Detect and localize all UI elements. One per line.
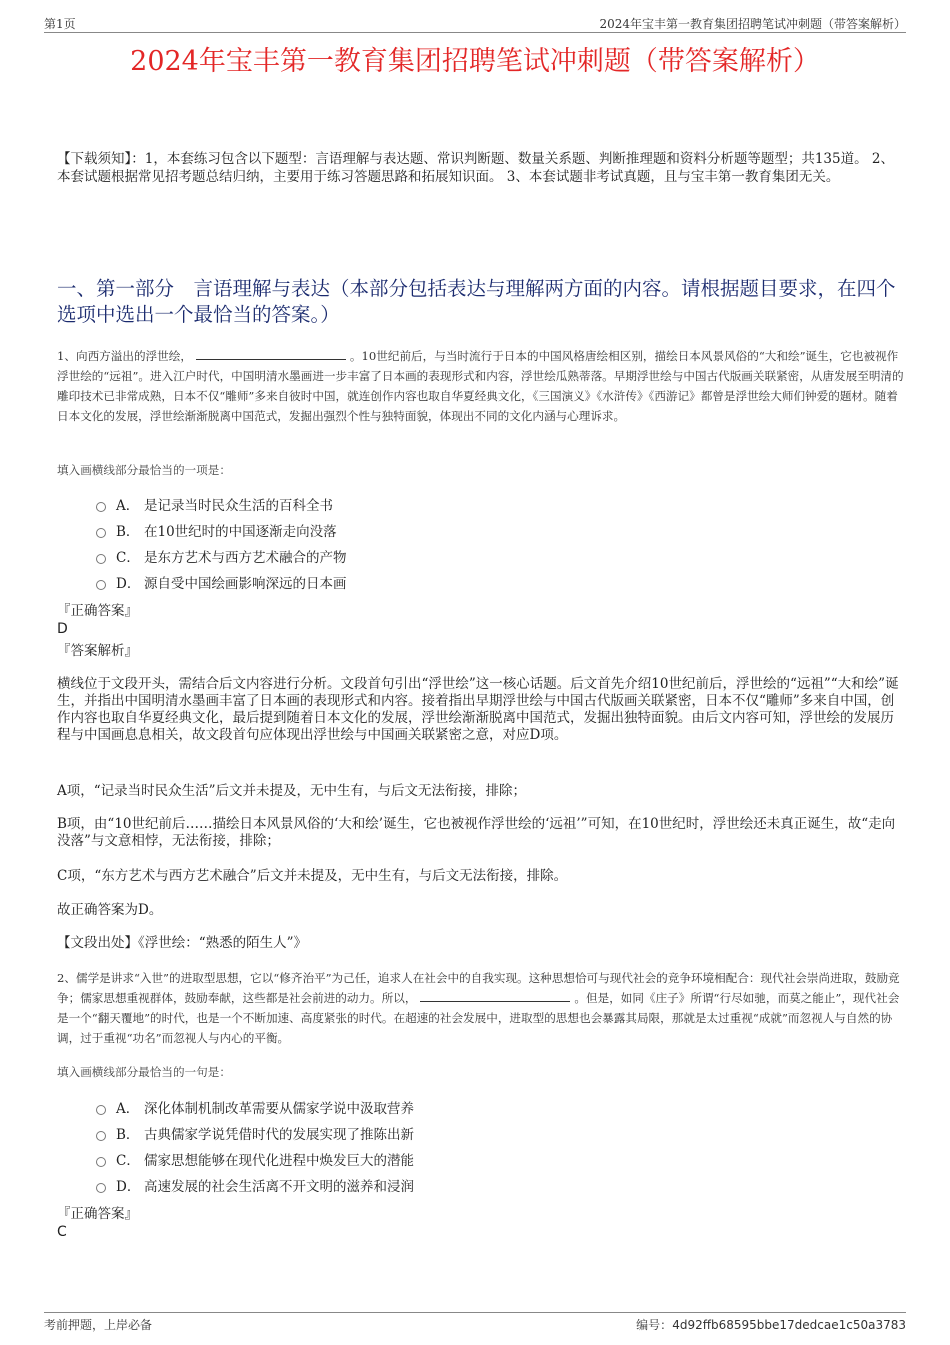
option-letter: D． [116, 576, 141, 592]
question-1-text [57, 346, 904, 426]
header-page-number: 第1页 [44, 17, 76, 31]
question-2-text [57, 968, 904, 1048]
correct-answer-label: 『正确答案』 [57, 1206, 138, 1222]
section-heading: 一、第一部分 言语理解与表达（本部分包括表达与理解两方面的内容。请根据题目要求，在四个选项中选出一个最恰当的答案。） [57, 277, 896, 326]
analysis-option-c: C项，“东方艺术与西方艺术融合”后文并未提及，无中生有，与后文无法衔接，排除。 [57, 868, 568, 884]
question-1-prompt: 填入画横线部分最恰当的一项是： [57, 463, 231, 477]
option-a[interactable] [96, 493, 904, 519]
correct-answer: D [57, 621, 68, 637]
question-2-body: 。但是，如同《庄子》所谓“行尽如驰，而莫之能止”，现代社会是一个“翻天覆地”的时代，也是一个不断加速、高度紧张的时代。在超速的社会发展中，进取型的思想也会暴露其局限，那就是太过重视“成就”而忽视人与自然的协调，过于重视“功名”而忽视人与内心的平衡。 [57, 991, 900, 1045]
option-c[interactable] [96, 545, 904, 571]
option-letter: A． [116, 1101, 140, 1117]
option-text: 儒家思想能够在现代化进程中焕发巨大的潜能 [144, 1153, 414, 1169]
option-text: 是东方艺术与西方艺术融合的产物 [144, 550, 347, 566]
answer-blank [420, 989, 570, 1002]
answer-blank [196, 347, 346, 360]
radio-button[interactable] [96, 580, 106, 590]
option-text: 源自受中国绘画影响深远的日本画 [144, 576, 347, 592]
option-letter: C． [116, 550, 140, 566]
header-doc-title: 2024年宝丰第一教育集团招聘笔试冲刺题（带答案解析） [599, 17, 906, 31]
question-2-lead: 2、儒学是讲求“入世”的进取型思想，它以“修齐治平”为己任，追求人在社会中的自我实现。这种思想恰可与现代社会的竞争环境相配合：现代社会崇尚进取，鼓励竞争；儒家思想重视群体，鼓励奉献，这些都是社会前进的动力。所以， [57, 971, 900, 1005]
option-text: 是记录当时民众生活的百科全书 [144, 498, 333, 514]
option-b[interactable] [96, 519, 904, 545]
analysis-conclusion: 故正确答案为D。 [57, 902, 163, 918]
option-letter: A． [116, 498, 140, 514]
page-header [44, 14, 906, 33]
radio-button[interactable] [96, 1183, 106, 1193]
option-d[interactable] [96, 1174, 904, 1200]
option-text: 高速发展的社会生活离不开文明的滋养和浸润 [144, 1179, 414, 1195]
download-notice: 【下载须知】：1，本套练习包含以下题型：言语理解与表达题、常识判断题、数量关系题、判断推理题和资料分析题等题型；共135道。 2、本套试题根据常见招考题总结归纳，主要用于练习答题思路和拓展知识面。 3、本套试题非考试真题，且与宝丰第一教育集团无关。 [57, 151, 894, 185]
correct-answer-label: 『正确答案』 [57, 603, 138, 619]
option-a[interactable] [96, 1096, 904, 1122]
option-letter: C． [116, 1153, 140, 1169]
option-text: 古典儒家学说凭借时代的发展实现了推陈出新 [144, 1127, 414, 1143]
option-d[interactable] [96, 571, 904, 597]
radio-button[interactable] [96, 528, 106, 538]
option-letter: B． [116, 1127, 140, 1143]
analysis-paragraph: 横线位于文段开头，需结合后文内容进行分析。文段首句引出“浮世绘”这一核心话题。后文首先介绍10世纪前后，浮世绘的“远祖”“大和绘”诞生，并指出中国明清水墨画丰富了日本画的表现形式和内容。接着指出早期浮世绘与中国古代版画关联紧密，日本不仅“雕师”多来自中国，创作内容也取自华夏经典文化，最后提到随着日本文化的发展，浮世绘渐渐脱离中国范式，发掘出独特面貌。由后文内容可知，浮世绘的发展历程与中国画息息相关，故文段首句应体现出浮世绘与中国画关联紧密之意，对应D项。 [57, 676, 899, 743]
question-2-prompt: 填入画横线部分最恰当的一句是： [57, 1065, 231, 1079]
page-footer [44, 1312, 906, 1331]
source-citation: 【文段出处】《浮世绘：“熟悉的陌生人”》 [57, 935, 308, 951]
question-1-lead: 1、向西方溢出的浮世绘， [57, 349, 192, 363]
question-1-body: 。10世纪前后，与当时流行于日本的中国风格唐绘相区别，描绘日本风景风俗的“大和绘”诞生，它也被视作浮世绘的“远祖”。进入江户时代，中国明清水墨画进一步丰富了日本画的表现形式和内容，浮世绘瓜熟蒂落。早期浮世绘与中国古代版画关联紧密，从唐发展至明清的雕印技术已非常成熟，日本不仅“雕师”多来自彼时中国，就连创作内容也取自华夏经典文化，《三国演义》《水浒传》《西游记》都曾是浮世绘大师们钟爱的题材。随着日本文化的发展，浮世绘渐渐脱离中国范式，发掘出强烈个性与独特面貌，体现出不同的文化内涵与心理诉求。 [57, 349, 904, 423]
analysis-label: 『答案解析』 [57, 643, 138, 659]
footer-code-value: 4d92ffb68595bbe17dedcae1c50a3783 [672, 1318, 906, 1332]
option-b[interactable] [96, 1122, 904, 1148]
radio-button[interactable] [96, 1105, 106, 1115]
footer-code [636, 1316, 906, 1333]
option-text: 深化体制机制改革需要从儒家学说中汲取营养 [144, 1101, 414, 1117]
correct-answer: C [57, 1224, 67, 1240]
analysis-option-a: A项，“记录当时民众生活”后文并未提及，无中生有，与后文无法衔接，排除； [57, 783, 527, 799]
question-1-options [96, 493, 904, 597]
question-2-options [96, 1096, 904, 1200]
radio-button[interactable] [96, 1131, 106, 1141]
footer-code-label: 编号： [636, 1318, 673, 1332]
option-letter: D． [116, 1179, 141, 1195]
radio-button[interactable] [96, 554, 106, 564]
radio-button[interactable] [96, 502, 106, 512]
document-title: 2024年宝丰第一教育集团招聘笔试冲刺题（带答案解析） [130, 46, 820, 77]
analysis-option-b: B项，由“10世纪前后……描绘日本风景风俗的‘大和绘’诞生，它也被视作浮世绘的‘远祖’”可知，在10世纪时，浮世绘还未真正诞生，故“走向没落”与文意相悖，无法衔接，排除； [57, 816, 896, 849]
option-text: 在10世纪时的中国逐渐走向没落 [144, 524, 337, 540]
footer-slogan: 考前押题，上岸必备 [44, 1318, 153, 1332]
radio-button[interactable] [96, 1157, 106, 1167]
option-c[interactable] [96, 1148, 904, 1174]
option-letter: B． [116, 524, 140, 540]
